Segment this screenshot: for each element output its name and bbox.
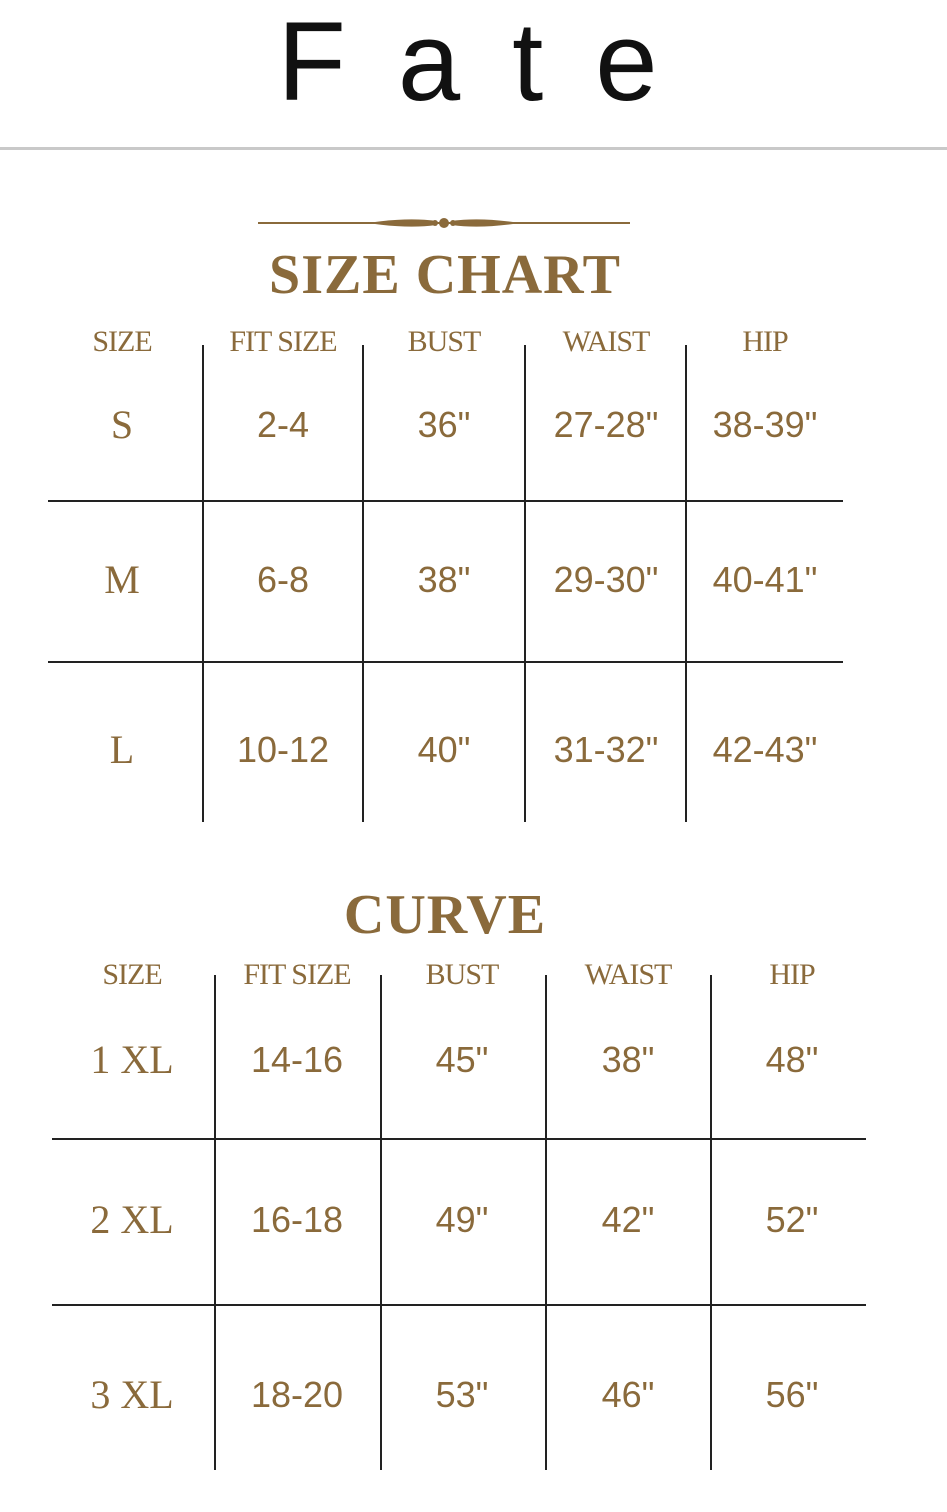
table-cell: 42" bbox=[601, 1199, 655, 1240]
column-header: FIT SIZE bbox=[243, 958, 351, 991]
table-cell: 49" bbox=[435, 1199, 489, 1240]
ornament-divider bbox=[258, 212, 630, 234]
table-cell: 56" bbox=[765, 1374, 819, 1415]
row-divider bbox=[48, 661, 843, 663]
table-cell: 27-28" bbox=[553, 404, 659, 445]
column-header: SIZE bbox=[92, 325, 152, 358]
row-divider bbox=[52, 1138, 866, 1140]
table-cell: 42-43" bbox=[712, 729, 818, 770]
table-cell: 10-12 bbox=[236, 729, 330, 770]
column-header: HIP bbox=[769, 958, 815, 991]
header-divider bbox=[0, 147, 947, 150]
table-cell: 45" bbox=[435, 1039, 489, 1080]
size-label: S bbox=[110, 402, 134, 447]
table-cell: 52" bbox=[765, 1199, 819, 1240]
column-header: BUST bbox=[425, 958, 499, 991]
column-header: WAIST bbox=[562, 325, 650, 358]
table-cell: 38" bbox=[417, 559, 471, 600]
table-cell: 48" bbox=[765, 1039, 819, 1080]
row-divider bbox=[52, 1304, 866, 1306]
table-cell: 46" bbox=[601, 1374, 655, 1415]
table-cell: 14-16 bbox=[250, 1039, 344, 1080]
table-cell: 40" bbox=[417, 729, 471, 770]
table-cell: 6-8 bbox=[256, 559, 310, 600]
column-header: BUST bbox=[407, 325, 481, 358]
table-cell: 29-30" bbox=[553, 559, 659, 600]
table-cell: 31-32" bbox=[553, 729, 659, 770]
size-label: L bbox=[109, 727, 135, 772]
table-cell: 53" bbox=[435, 1374, 489, 1415]
table-cell: 36" bbox=[417, 404, 471, 445]
brand-logo: Fate bbox=[277, 0, 710, 124]
size-label: 2 XL bbox=[90, 1197, 174, 1242]
curve-chart-title: CURVE bbox=[343, 884, 547, 946]
table-cell: 38" bbox=[601, 1039, 655, 1080]
column-header: HIP bbox=[742, 325, 788, 358]
column-header: WAIST bbox=[584, 958, 672, 991]
size-label: 3 XL bbox=[90, 1372, 174, 1417]
table-cell: 38-39" bbox=[712, 404, 818, 445]
row-divider bbox=[48, 500, 843, 502]
table-cell: 16-18 bbox=[250, 1199, 344, 1240]
size-label: 1 XL bbox=[90, 1037, 174, 1082]
table-cell: 18-20 bbox=[250, 1374, 344, 1415]
column-header: SIZE bbox=[102, 958, 162, 991]
size-chart-title: SIZE CHART bbox=[269, 244, 621, 306]
table-cell: 2-4 bbox=[256, 404, 310, 445]
column-header: FIT SIZE bbox=[229, 325, 337, 358]
size-label: M bbox=[104, 557, 140, 602]
table-cell: 40-41" bbox=[712, 559, 818, 600]
